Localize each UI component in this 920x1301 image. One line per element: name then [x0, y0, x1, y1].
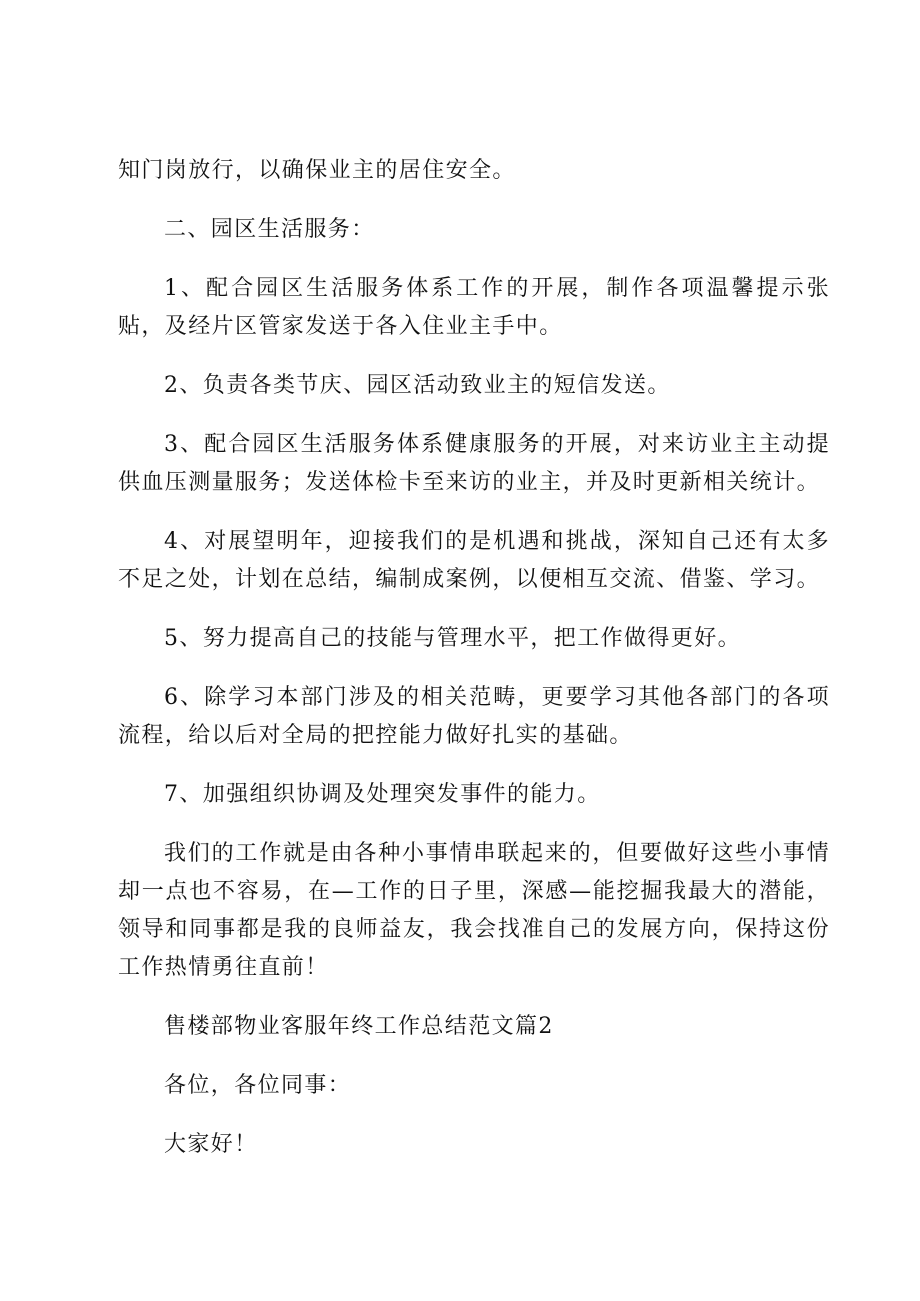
- closing-paragraph: 我们的工作就是由各种小事情串联起来的，但要做好这些小事情却一点也不容易，在—工作的日子里，深感—能挖掘我最大的潜能，领导和同事都是我的良师益友，我会找准自己的发展方向，保持这份工作热情勇往直前！: [118, 841, 830, 980]
- list-item-1: 1、配合园区生活服务体系工作的开展，制作各项温馨提示张贴，及经片区管家发送于各入住业主手中。: [118, 276, 830, 339]
- greeting: 大家好！: [164, 1132, 258, 1157]
- list-item-2: 2、负责各类节庆、园区活动致业主的短信发送。: [164, 373, 671, 398]
- list-item-4: 4、对展望明年，迎接我们的是机遇和挑战，深知自己还有太多不足之处，计划在总结，编制成案例，以便相互交流、借鉴、学习。: [118, 529, 830, 592]
- list-item-3: 3、配合园区生活服务体系健康服务的开展，对来访业主主动提供血压测量服务；发送体检卡至来访的业主，并及时更新相关统计。: [118, 432, 830, 495]
- paragraph-continuation: 知门岗放行，以确保业主的居住安全。: [118, 158, 516, 183]
- list-item-6: 6、除学习本部门涉及的相关范畴，更要学习其他各部门的各项流程，给以后对全局的把控能力做好扎实的基础。: [118, 685, 830, 748]
- list-item-5: 5、努力提高自己的技能与管理水平，把工作做得更好。: [164, 626, 741, 651]
- section-heading-park-services: 二、园区生活服务：: [164, 217, 375, 242]
- salutation: 各位，各位同事：: [164, 1073, 352, 1098]
- article-title-2: 售楼部物业客服年终工作总结范文篇2: [164, 1014, 554, 1039]
- list-item-7: 7、加强组织协调及处理突发事件的能力。: [164, 782, 601, 807]
- document-body: [118, 152, 830, 1185]
